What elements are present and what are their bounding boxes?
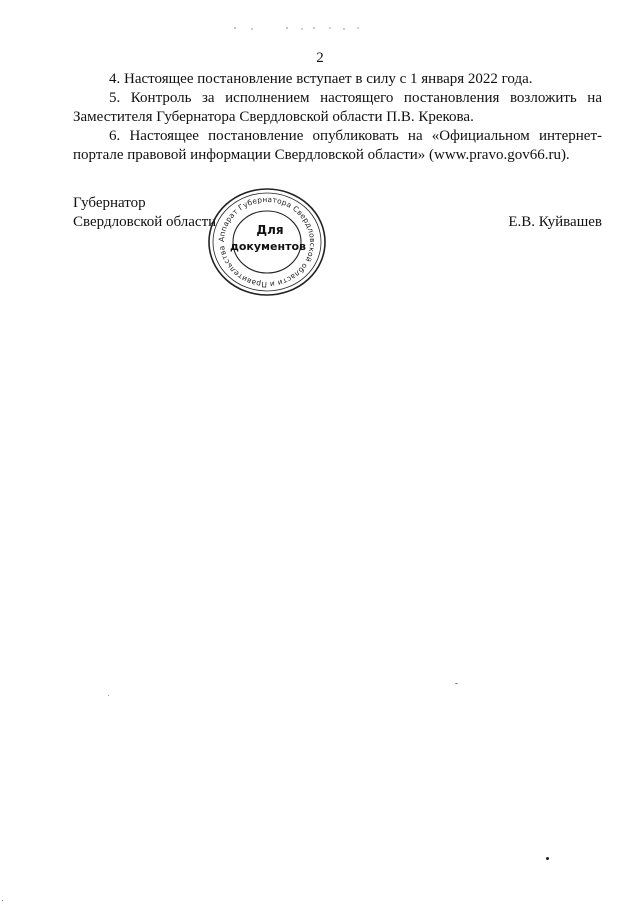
- paragraph-5: 5. Контроль за исполнением настоящего постановления возложить на Заместителя Губернатора Свердловской области П.В. Крекова.: [73, 90, 602, 125]
- scan-speck: [455, 683, 458, 684]
- position-line-2: Свердловской области: [73, 214, 217, 230]
- paragraph-6: 6. Настоящее постановление опубликовать на «Официальном интернет-портале правовой информации Свердловской области» (www.pravo.gov66.ru).: [73, 128, 602, 163]
- scan-speck: [546, 857, 549, 860]
- scan-speck: [108, 695, 109, 696]
- official-seal: [205, 186, 329, 298]
- signatory-name: Е.В. Куйвашев: [508, 214, 602, 230]
- seal-center-line-2: документов: [229, 240, 307, 253]
- paragraph-4: 4. Настоящее постановление вступает в силу с 1 января 2022 года.: [109, 71, 533, 87]
- scan-dots: [232, 18, 372, 24]
- document-body: [73, 70, 602, 165]
- seal-center-line-1: Для: [256, 223, 284, 237]
- scan-speck: [2, 900, 3, 901]
- seal-ring-text: Аппарат Губернатора Свердловской области и Правительства: [216, 194, 318, 290]
- page-number: 2: [316, 50, 324, 66]
- position-line-1: Губернатор: [73, 195, 146, 211]
- signatory-position: [73, 194, 216, 232]
